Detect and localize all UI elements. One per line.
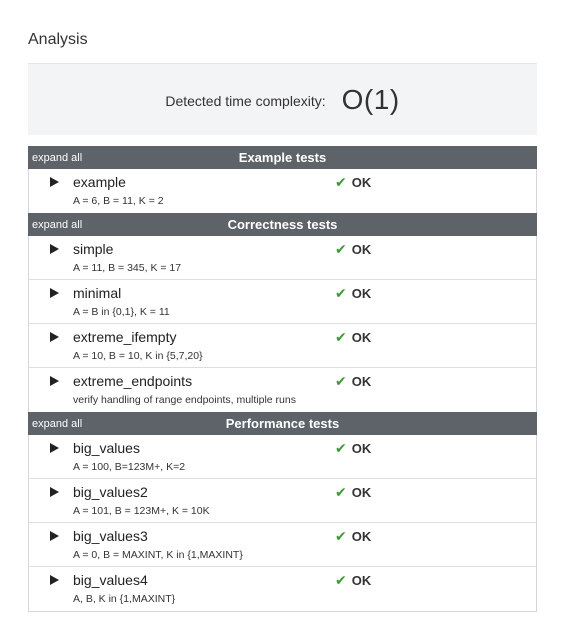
test-description: A = 10, B = 10, K in {5,7,20} bbox=[73, 350, 203, 362]
test-status-label: OK bbox=[351, 374, 372, 389]
test-group-title: Correctness tests bbox=[227, 217, 338, 232]
expand-triangle-icon[interactable] bbox=[50, 531, 59, 541]
test-name: example bbox=[73, 174, 126, 190]
test-status bbox=[335, 572, 371, 589]
expand-triangle-icon[interactable] bbox=[50, 244, 59, 254]
test-description: A = B in {0,1}, K = 11 bbox=[73, 306, 170, 318]
test-name: extreme_ifempty bbox=[73, 329, 177, 345]
test-name: big_values2 bbox=[73, 484, 148, 500]
test-row[interactable] bbox=[29, 479, 536, 523]
check-icon: ✔ bbox=[335, 329, 347, 345]
check-icon: ✔ bbox=[335, 373, 347, 389]
test-name: extreme_endpoints bbox=[73, 373, 193, 389]
test-group-header bbox=[28, 213, 537, 236]
complexity-summary bbox=[28, 63, 537, 135]
check-icon: ✔ bbox=[335, 241, 347, 257]
test-status-label: OK bbox=[351, 242, 372, 257]
analysis-title: Analysis bbox=[28, 31, 88, 48]
test-name: simple bbox=[73, 241, 114, 257]
test-group-header bbox=[28, 412, 537, 435]
expand-all-button[interactable]: expand all bbox=[32, 219, 83, 231]
test-status bbox=[335, 241, 371, 258]
test-description: A = 100, B=123M+, K=2 bbox=[73, 461, 186, 473]
test-row[interactable] bbox=[29, 169, 536, 213]
test-group-title: Performance tests bbox=[225, 416, 340, 431]
expand-triangle-icon[interactable] bbox=[50, 443, 59, 453]
test-description: verify handling of range endpoints, multiple runs bbox=[73, 394, 296, 406]
test-name: big_values bbox=[73, 440, 140, 456]
test-description: A, B, K in {1,MAXINT} bbox=[73, 593, 176, 605]
test-row[interactable] bbox=[29, 435, 536, 479]
check-icon: ✔ bbox=[335, 572, 347, 588]
check-icon: ✔ bbox=[335, 484, 347, 500]
test-row[interactable] bbox=[29, 324, 536, 368]
expand-triangle-icon[interactable] bbox=[50, 575, 59, 585]
test-status-label: OK bbox=[351, 485, 372, 500]
test-description: A = 0, B = MAXINT, K in {1,MAXINT} bbox=[73, 549, 243, 561]
test-name: minimal bbox=[73, 285, 122, 301]
test-name: big_values4 bbox=[73, 572, 148, 588]
test-group-header bbox=[28, 146, 537, 169]
test-status bbox=[335, 285, 371, 302]
test-description: A = 6, B = 11, K = 2 bbox=[73, 195, 164, 207]
check-icon: ✔ bbox=[335, 528, 347, 544]
test-status-label: OK bbox=[351, 573, 372, 588]
expand-all-button[interactable]: expand all bbox=[32, 152, 83, 164]
test-status bbox=[335, 373, 371, 390]
expand-triangle-icon[interactable] bbox=[50, 332, 59, 342]
test-status bbox=[335, 329, 371, 346]
expand-triangle-icon[interactable] bbox=[50, 487, 59, 497]
expand-triangle-icon[interactable] bbox=[50, 376, 59, 386]
test-group-title: Example tests bbox=[238, 150, 327, 165]
test-status bbox=[335, 440, 371, 457]
test-status-label: OK bbox=[351, 175, 372, 190]
expand-triangle-icon[interactable] bbox=[50, 177, 59, 187]
test-results-table bbox=[28, 146, 537, 612]
check-icon: ✔ bbox=[335, 285, 347, 301]
test-row[interactable] bbox=[29, 368, 536, 412]
test-row[interactable] bbox=[29, 567, 536, 611]
test-description: A = 101, B = 123M+, K = 10K bbox=[73, 505, 210, 517]
test-status-label: OK bbox=[351, 330, 372, 345]
test-row[interactable] bbox=[29, 280, 536, 324]
test-row[interactable] bbox=[29, 236, 536, 280]
test-status-label: OK bbox=[351, 286, 372, 301]
expand-triangle-icon[interactable] bbox=[50, 288, 59, 298]
complexity-label: Detected time complexity: bbox=[165, 92, 326, 109]
test-status-label: OK bbox=[351, 441, 372, 456]
test-status bbox=[335, 174, 371, 191]
test-status-label: OK bbox=[351, 529, 372, 544]
complexity-value: O(1) bbox=[341, 83, 400, 115]
test-status bbox=[335, 528, 371, 545]
test-description: A = 11, B = 345, K = 17 bbox=[73, 262, 182, 274]
check-icon: ✔ bbox=[335, 440, 347, 456]
test-row[interactable] bbox=[29, 523, 536, 567]
check-icon: ✔ bbox=[335, 174, 347, 190]
expand-all-button[interactable]: expand all bbox=[32, 418, 83, 430]
test-status bbox=[335, 484, 371, 501]
test-name: big_values3 bbox=[73, 528, 148, 544]
